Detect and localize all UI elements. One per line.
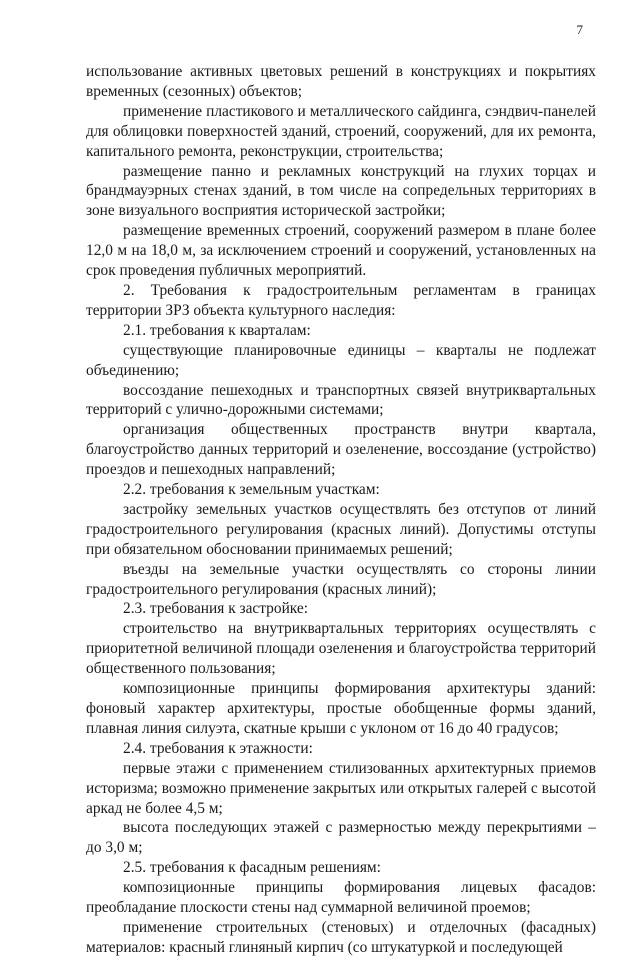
paragraph: застройку земельных участков осуществлять без отступов от линий градостроительного регулирования (красных линий). Допустимы отступы при обязательном обосновании принимаемых решений; [86, 500, 596, 558]
paragraph: использование активных цветовых решений в конструкциях и покрытиях временных (сезонных) объектов; [86, 63, 596, 100]
paragraph: применение пластикового и металлического сайдинга, сэндвич-панелей для облицовки поверхностей зданий, строений, сооружений, для их ремонта, капитального ремонта, реконструкции, строительства; [86, 102, 596, 160]
paragraph: воссоздание пешеходных и транспортных связей внутриквартальных территорий с улично-дорожными системами; [86, 381, 596, 419]
paragraph: 2.4. требования к этажности: [123, 739, 313, 757]
paragraph: въезды на земельные участки осуществлять со стороны линии градостроительного регулирования (красных линий); [86, 560, 596, 598]
paragraph: организация общественных пространств внутри квартала, благоустройство данных территорий и озеленение, воссоздание (устройство) проездов и пешеходных направлений; [86, 421, 596, 479]
paragraph: 2.5. требования к фасадным решениям: [123, 859, 381, 877]
paragraph: композиционные принципы формирования архитектуры зданий: фоновый характер архитектуры, простые обобщенные формы зданий, плавная линия силуэта, скатные крыши с уклоном от 16 до 40 градусов; [86, 680, 596, 737]
paragraph: первые этажи с применением стилизованных архитектурных приемов историзма; возможно применение закрытых или открытых галерей с высотой аркад не более 4,5 м; [86, 759, 596, 817]
paragraph: композиционные принципы формирования лицевых фасадов: преобладание плоскости стены над суммарной величиной проемов; [86, 879, 596, 917]
paragraph: размещение панно и рекламных конструкций на глухих торцах и брандмауэрных стенах зданий, в том числе на сопредельных территориях в зоне визуального восприятия исторической застройки; [86, 162, 596, 220]
paragraph: размещение временных строений, сооружений размером в плане более 12,0 м на 18,0 м, за исключением строений и сооружений, установленных на срок проведения публичных мероприятий. [86, 222, 596, 280]
paragraph: существующие планировочные единицы – кварталы не подлежат объединению; [86, 341, 596, 379]
paragraph: применение строительных (стеновых) и отделочных (фасадных) материалов: красный глиняный кирпич (со штукатуркой и последующей [86, 918, 596, 956]
paragraph: строительство на внутриквартальных территориях осуществлять с приоритетной величиной площади озеленения и благоустройства территорий общественного пользования; [86, 620, 596, 678]
paragraph: высота последующих этажей с размерностью между перекрытиями – до 3,0 м; [86, 819, 596, 857]
paragraph: 2.2. требования к земельным участкам: [123, 481, 380, 499]
document-body [86, 62, 596, 958]
paragraph: 2.3. требования к застройке: [123, 600, 309, 618]
paragraph: 2. Требования к градостроительным регламентам в границах территории ЗРЗ объекта культурного наследия: [86, 281, 596, 319]
page-number: 7 [576, 22, 583, 37]
paragraph: 2.1. требования к кварталам: [123, 321, 311, 339]
